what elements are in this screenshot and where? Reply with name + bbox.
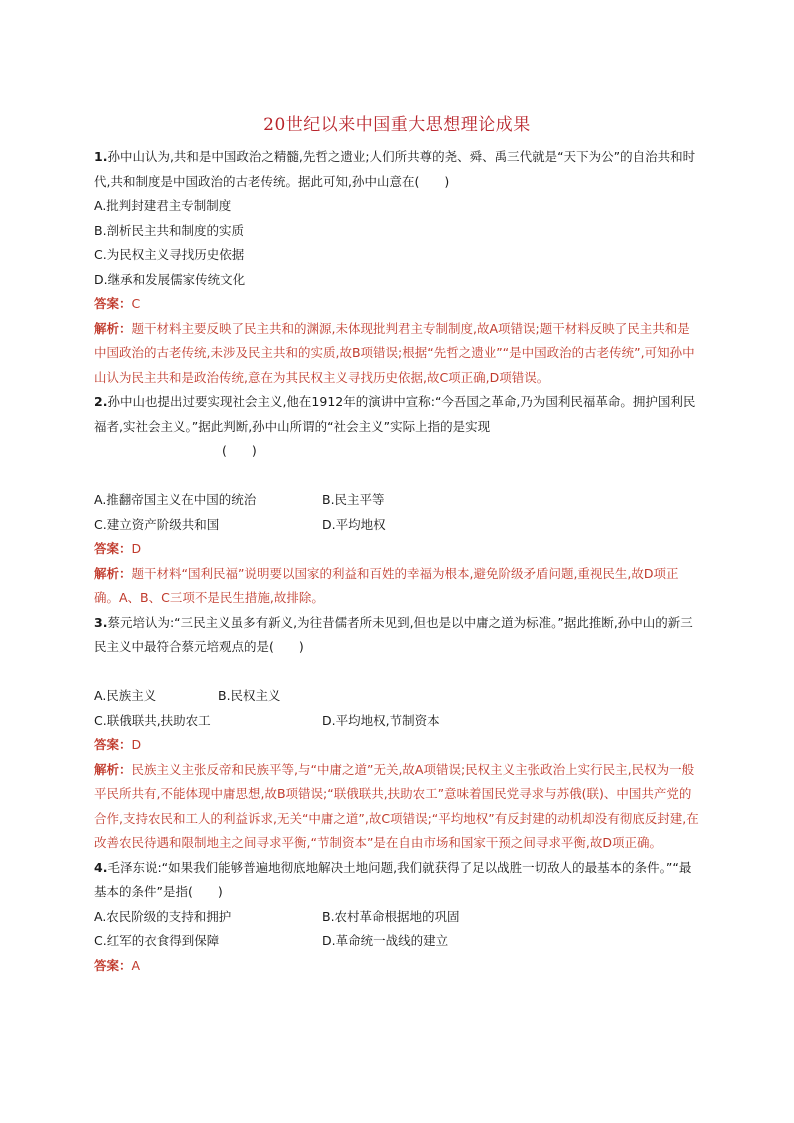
- question-stem: [94, 856, 700, 905]
- option-a: A.推翻帝国主义在中国的统治: [94, 492, 257, 507]
- answer-value: D: [131, 541, 142, 556]
- spacer: [94, 464, 700, 489]
- explanation-text: 题干材料“国利民福”说明要以国家的利益和百姓的幸福为根本,避免阶级矛盾问题,重视民生,故D项正确。A、B、C三项不是民生措施,故排除。: [94, 565, 679, 605]
- option-b: B.剖析民主共和制度的实质: [94, 222, 245, 238]
- answer-value: A: [131, 957, 141, 973]
- question-stem: [94, 390, 700, 439]
- spacer: [94, 660, 700, 685]
- option-a: A.民族主义: [94, 688, 157, 703]
- page-title: 20世纪以来中国重大思想理论成果: [263, 115, 531, 135]
- option-row: [94, 905, 700, 930]
- answer-paren: ( ): [222, 443, 257, 458]
- question-text: 蔡元培认为:“三民主义虽多有新义,为往昔儒者所未见到,但也是以中庸之道为标准。”据此推断,孙中山的新三民主义中最符合蔡元培观点的是( ): [94, 614, 693, 654]
- option-row: [94, 709, 700, 734]
- question-number: 1.: [94, 149, 108, 164]
- answer-line: [94, 292, 700, 317]
- option-d: D.平均地权: [322, 516, 386, 532]
- answer-line: [94, 954, 700, 979]
- answer-line: [94, 537, 700, 562]
- question-3: [94, 611, 700, 856]
- question-list: [94, 145, 700, 978]
- explanation-label: 解析：: [94, 320, 132, 336]
- explanation: [94, 317, 700, 391]
- option-b: B.农村革命根据地的巩固: [322, 908, 460, 924]
- option-b: B.民权主义: [218, 688, 281, 703]
- option-row: [94, 929, 700, 954]
- option-row: [94, 513, 700, 538]
- question-text: 毛泽东说:“如果我们能够普遍地彻底地解决土地问题,我们就获得了足以战胜一切敌人的最基本的条件。”“最基本的条件”是指( ): [94, 859, 692, 899]
- question-stem: [94, 145, 700, 194]
- question-number: 4.: [94, 859, 108, 875]
- answer-label: 答案：: [94, 737, 132, 752]
- question-2: [94, 390, 700, 611]
- explanation: [94, 758, 700, 856]
- option-d: D.继承和发展儒家传统文化: [94, 271, 246, 287]
- answer-label: 答案：: [94, 296, 132, 311]
- explanation: [94, 562, 700, 611]
- question-1: [94, 145, 700, 390]
- option-a: A.农民阶级的支持和拥护: [94, 908, 232, 924]
- explanation-label: 解析：: [94, 565, 132, 581]
- option-row: [94, 488, 700, 513]
- question-number: 3.: [94, 614, 108, 630]
- question-number: 2.: [94, 394, 108, 409]
- answer-line: [94, 733, 700, 758]
- question-text: 孙中山也提出过要实现社会主义,他在1912年的演讲中宣称:“今吾国之革命,乃为国利民福革命。拥护国利民福者,实社会主义。”据此判断,孙中山所谓的“社会主义”实际上指的是实现: [94, 394, 696, 434]
- option-a: A.批判封建君主专制制度: [94, 198, 232, 213]
- option-c: C.联俄联共,扶助农工: [94, 712, 211, 728]
- option-d: D.革命统一战线的建立: [322, 933, 449, 948]
- option-d: D.平均地权,节制资本: [322, 712, 440, 728]
- option-b: B.民主平等: [322, 492, 385, 507]
- answer-value: D: [131, 737, 142, 752]
- answer-label: 答案：: [94, 957, 132, 973]
- answer-label: 答案：: [94, 541, 132, 556]
- explanation-label: 解析：: [94, 761, 132, 777]
- explanation-text: 民族主义主张反帝和民族平等,与“中庸之道”无关,故A项错误;民权主义主张政治上实行民主,民权为一般平民所共有,不能体现中庸思想,故B项错误;“联俄联共,扶助农工”意味着国民党寻求与苏俄(联)、中国共产党的合作,支持农民和工人的利益诉求,无关“中庸之道”,故C项错误;“平均地权”有反封建的动机却没有彻底反封建,在改善农民待遇和限制地主之间寻求平衡,“节制资本”是在自由市场和国家干预之间寻求平衡,故D项正确。: [94, 761, 699, 850]
- question-text: 孙中山认为,共和是中国政治之精髓,先哲之遗业;人们所共尊的尧、舜、禹三代就是“天下为公”的自治共和时代,共和制度是中国政治的古老传统。据此可知,孙中山意在( ): [94, 149, 696, 189]
- option-c: C.为民权主义寻找历史依据: [94, 247, 245, 262]
- question-stem: [94, 611, 700, 660]
- explanation-text: 题干材料主要反映了民主共和的渊源,未体现批判君主专制制度,故A项错误;题干材料反映了民主共和是中国政治的古老传统,未涉及民主共和的实质,故B项错误;根据“先哲之遗业”“是中国政治的古老传统”,可知孙中山认为民主共和是政治传统,意在为其民权主义寻找历史依据,故C项正确,D项错误。: [94, 320, 695, 385]
- question-4: [94, 856, 700, 979]
- option-c: C.建立资产阶级共和国: [94, 516, 220, 532]
- option-row: [94, 684, 700, 709]
- option-c: C.红军的衣食得到保障: [94, 933, 220, 948]
- answer-value: C: [131, 296, 141, 311]
